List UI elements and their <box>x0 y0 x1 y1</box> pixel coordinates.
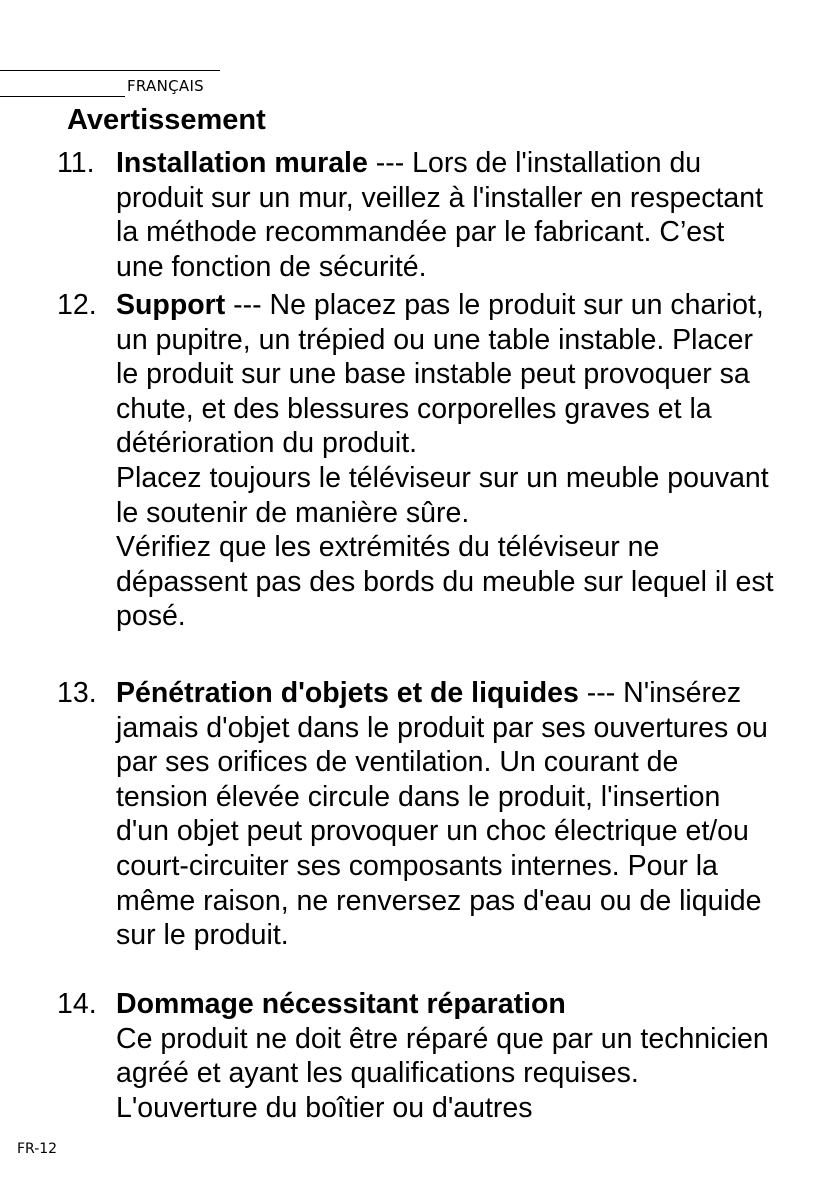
item-paragraph: Vérifiez que les extrémités du téléviseur ne dépassent pas des bords du meuble sur lequel il est posé. <box>116 531 774 633</box>
list-item <box>57 676 777 953</box>
item-number: 13. <box>57 677 97 709</box>
header-rule-bottom <box>0 96 125 97</box>
item-text: Ce produit ne doit être réparé que par un technicien agréé et ayant les qualifications requises. L'ouverture du boîtier ou d'autres <box>116 1022 769 1124</box>
list-item <box>57 987 777 1125</box>
item-heading: Dommage nécessitant réparation <box>116 988 566 1020</box>
list-item <box>57 146 777 284</box>
item-text: --- N'insérez jamais d'objet dans le produit par ses ouvertures ou par ses orifices de ventilation. Un courant de tension élevée circule dans le produit, l'insertion d'un objet peut provoquer un choc électrique et/ou court-circuiter ses composants internes. Pour la même raison, ne renversez pas d'eau ou de liquide sur le produit. <box>116 677 768 952</box>
item-number: 14. <box>57 988 97 1020</box>
item-number: 11. <box>57 147 95 179</box>
item-text: --- Ne placez pas le produit sur un chariot, un pupitre, un trépied ou une table instable. Placer le produit sur une base instable peut provoquer sa chute, et des blessures corporelles graves et la détérioration du produit. <box>116 289 764 460</box>
list-item <box>57 288 777 634</box>
item-heading: Pénétration d'objets et de liquides <box>116 677 579 709</box>
item-text: --- Lors de l'installation du produit sur un mur, veillez à l'installer en respectant la méthode recommandée par le fabricant. C’est une fonction de sécurité. <box>116 147 764 283</box>
item-number: 12. <box>57 289 97 321</box>
header-rule-top <box>0 70 220 71</box>
item-paragraph: Placez toujours le téléviseur sur un meuble pouvant le soutenir de manière sûre. <box>116 461 769 529</box>
language-label: FRANÇAIS <box>127 77 205 95</box>
section-title: Avertissement <box>67 104 266 136</box>
item-heading: Support <box>116 289 226 321</box>
item-heading: Installation murale <box>116 147 368 179</box>
page-number: FR-12 <box>17 1141 58 1157</box>
